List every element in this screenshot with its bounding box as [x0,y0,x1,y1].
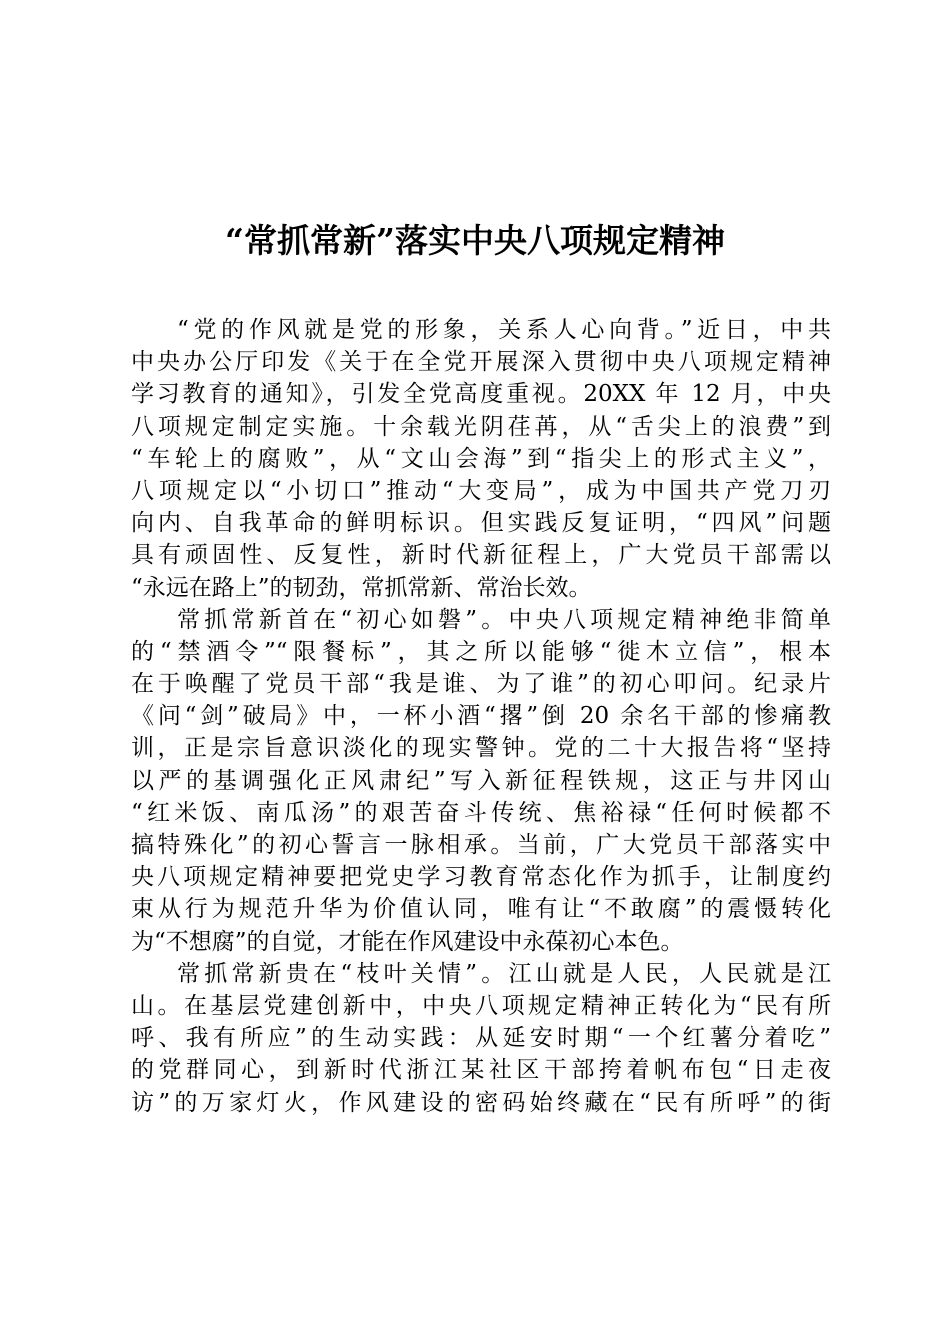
text-line: 训，正是宗旨意识淡化的现实警钟。党的二十大报告将“坚持 [131,735,831,762]
text-line: 访”的万家灯火，作风建设的密码始终藏在“民有所呼”的街 [131,1089,831,1116]
paragraph-2 [131,604,831,958]
document-title: “常抓常新”落实中央八项规定精神 [225,221,725,260]
text-line: 央八项规定精神要把党史学习教育常态化作为抓手，让制度约 [131,864,831,891]
text-line: 搞特殊化”的初心誓言一脉相承。当前，广大党员干部落实中 [131,832,831,858]
text-line: “车轮上的腐败”，从“文山会海”到“指尖上的形式主义”， [131,445,831,472]
text-line: 束从行为规范升华为价值认同，唯有让“不敢腐”的震慑转化 [131,896,831,923]
text-line: 以严的基调强化正风肃纪”写入新征程铁规，这正与井冈山 [131,767,831,794]
paragraph-1 [131,314,831,604]
document-body [131,314,831,1119]
text-line: “永远在路上”的韧劲，常抓常新、常治长效。 [131,574,592,601]
text-line: “红米饭、南瓜汤”的艰苦奋斗传统、焦裕禄“任何时候都不 [131,799,831,826]
text-line: “党的作风就是党的形象，关系人心向背。”近日，中共 [177,317,831,343]
text-line: 学习教育的通知》，引发全党高度重视。20XX 年 12 月，中央 [131,381,831,408]
text-line: 中央办公厅印发《关于在全党开展深入贯彻中央八项规定精神 [131,349,831,376]
text-line: 在于唤醒了党员干部“我是谁、为了谁”的初心叩问。纪录片 [131,671,831,698]
text-line: 为“不想腐”的自觉，才能在作风建设中永葆初心本色。 [131,928,684,955]
text-line: 常抓常新贵在“枝叶关情”。江山就是人民，人民就是江 [177,960,831,987]
text-line: 八项规定以“小切口”推动“大变局”，成为中国共产党刀刃 [131,477,831,504]
text-line: 的“禁酒令”“限餐标”，其之所以能够“徙木立信”，根本 [131,638,831,665]
text-line: 的党群同心，到新时代浙江某社区干部挎着帆布包“日走夜 [131,1057,831,1084]
text-line: 《问“剑”破局》中，一杯小酒“撂”倒 20 余名干部的惨痛教 [131,703,831,730]
text-line: 呼、我有所应”的生动实践：从延安时期“一个红薯分着吃” [131,1025,831,1052]
text-line: 常抓常新首在“初心如磐”。中央八项规定精神绝非简单 [177,606,831,633]
text-line: 山。在基层党建创新中，中央八项规定精神正转化为“民有所 [131,992,831,1019]
text-line: 具有顽固性、反复性，新时代新征程上，广大党员干部需以 [131,542,831,569]
text-line: 八项规定制定实施。十余载光阴荏苒，从“舌尖上的浪费”到 [131,413,831,440]
text-line: 向内、自我革命的鲜明标识。但实践反复证明，“四风”问题 [131,510,831,537]
paragraph-3 [131,958,831,1119]
